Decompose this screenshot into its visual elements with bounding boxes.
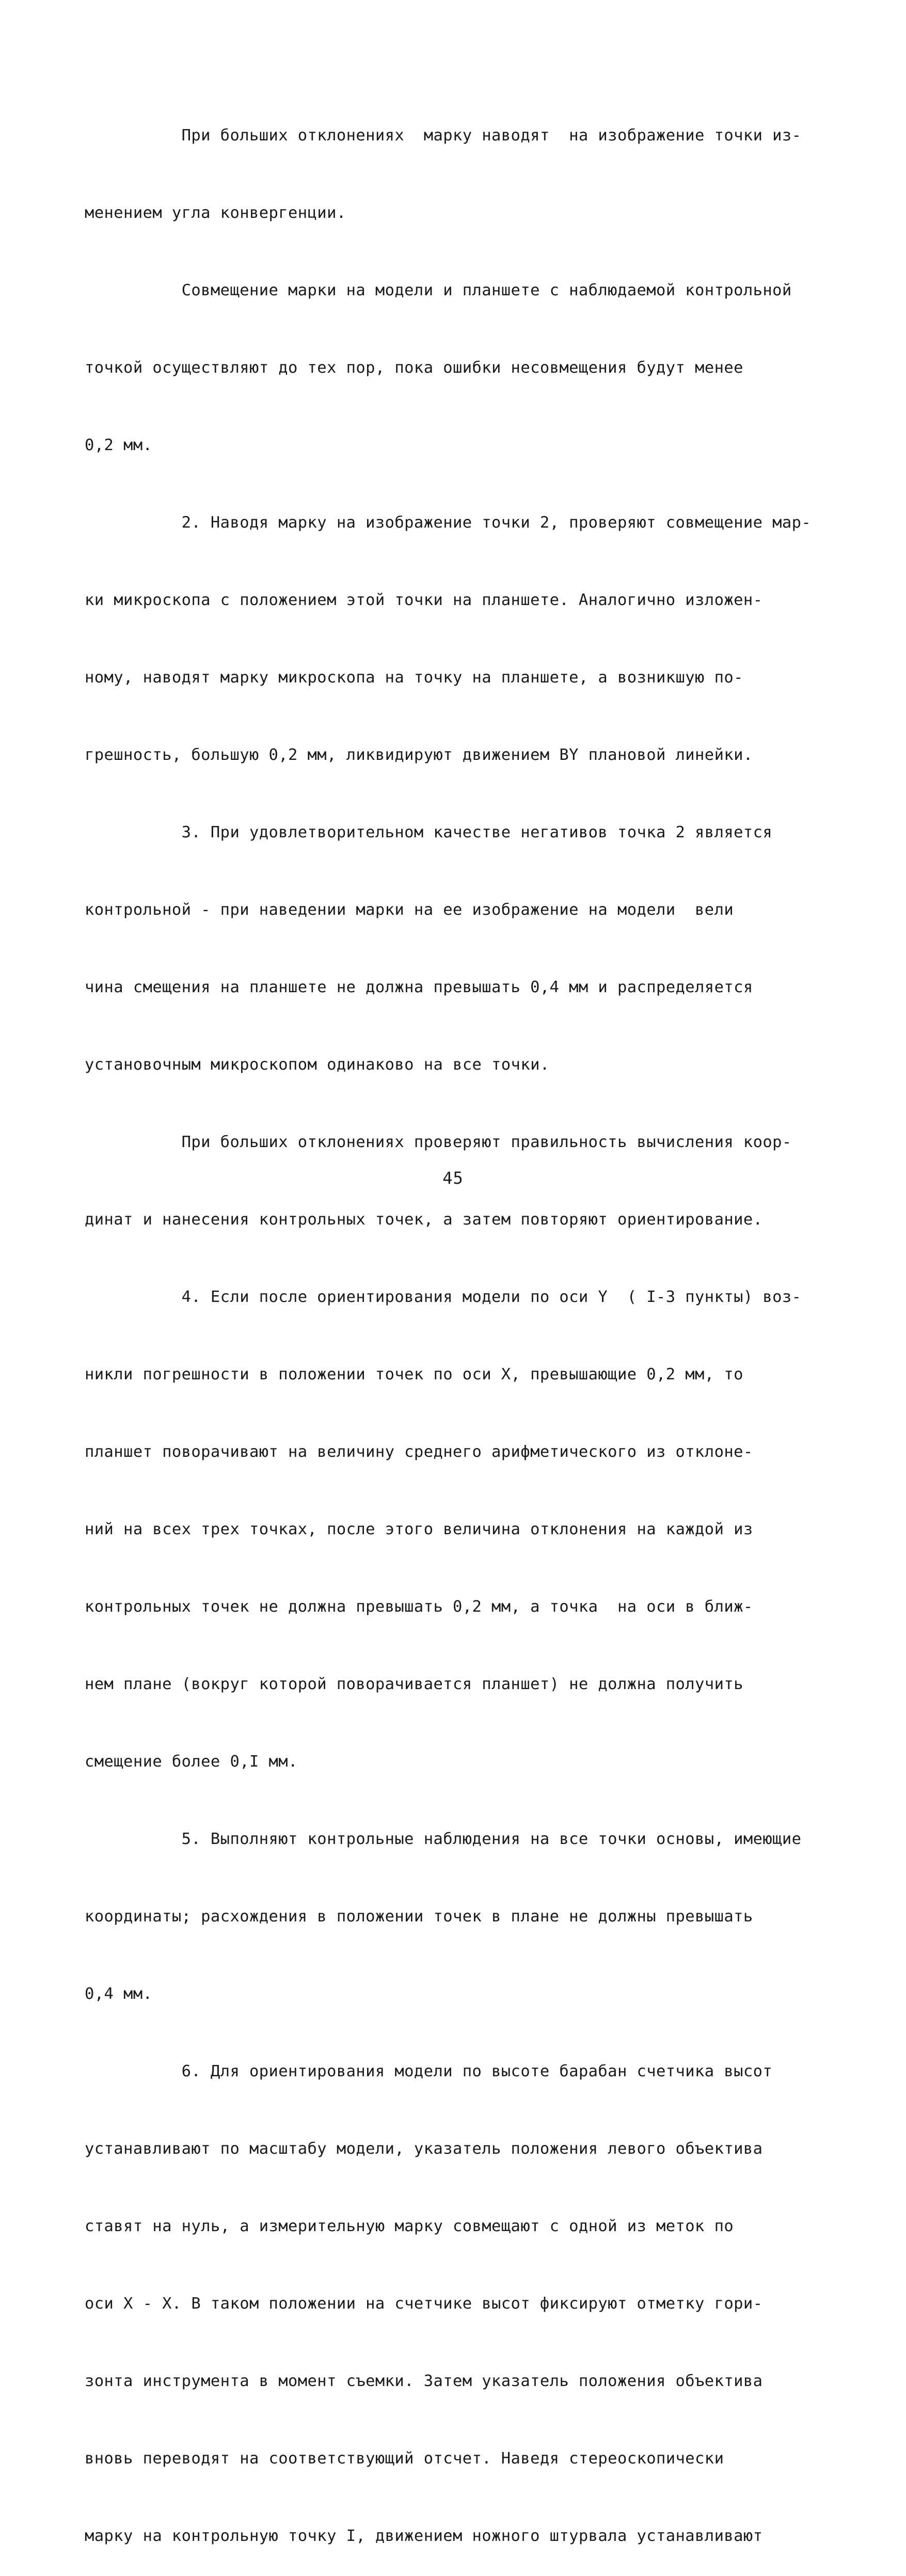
text-line: грешность, большую 0,2 мм, ликвидируют движением BY плановой линейки.: [85, 746, 753, 764]
text-line: устанавливают по масштабу модели, указатель положения левого объектива: [85, 2140, 763, 2158]
text-line: контрольной - при наведении марки на ее изображение на модели вели: [85, 901, 734, 919]
text-line: оси X - X. В таком положении на счетчике высот фиксируют отметку гори-: [85, 2295, 763, 2313]
text-line: При больших отклонениях проверяют правильность вычисления коор-: [85, 1133, 792, 1151]
text-line: вновь переводят на соответствующий отсчет. Наведя стереоскопически: [85, 2450, 724, 2468]
text-line: 0,2 мм.: [85, 436, 153, 454]
text-line: зонта инструмента в момент съемки. Затем указатель положения объектива: [85, 2372, 763, 2390]
text-line: координаты; расхождения в положении точек в плане не должны превышать: [85, 1907, 753, 1926]
text-line: никли погрешности в положении точек по оси X, превышающие 0,2 мм, то: [85, 1365, 743, 1384]
text-line: 2. Наводя марку на изображение точки 2, проверяют совмещение мар-: [85, 514, 812, 532]
text-line: динат и нанесения контрольных точек, а затем повторяют ориентирование.: [85, 1211, 763, 1229]
text-line: марку на контрольную точку I, движением ножного штурвала устанавливают: [85, 2527, 763, 2545]
text-line: ставят на нуль, а измерительную марку совмещают с одной из меток по: [85, 2217, 734, 2235]
text-line: 0,4 мм.: [85, 1985, 153, 2003]
text-line: смещение более 0,I мм.: [85, 1753, 298, 1771]
page-number: 45: [442, 1168, 464, 1188]
text-line: ному, наводят марку микроскопа на точку на планшете, а возникшую по-: [85, 669, 743, 687]
text-line: При больших отклонениях марку наводят на изображение точки из-: [85, 126, 802, 145]
body-text: [85, 71, 812, 2576]
text-line: нем плане (вокруг которой поворачивается планшет) не должна получить: [85, 1675, 743, 1693]
text-line: установочным микроскопом одинаково на все точки.: [85, 1056, 550, 1074]
text-line: ний на всех трех точках, после этого величина отклонения на каждой из: [85, 1520, 753, 1538]
text-line: контрольных точек не должна превышать 0,2 мм, а точка на оси в ближ-: [85, 1598, 753, 1616]
text-line: 6. Для ориентирования модели по высоте барабан счетчика высот: [85, 2062, 773, 2080]
text-line: менением угла конвергенции.: [85, 204, 346, 222]
text-line: планшет поворачивают на величину среднего арифметического из отклоне-: [85, 1443, 753, 1461]
text-line: точкой осуществляют до тех пор, пока ошибки несовмещения будут менее: [85, 359, 743, 377]
text-line: 3. При удовлетворительном качестве негативов точка 2 является: [85, 823, 773, 841]
text-line: Совмещение марки на модели и планшете с наблюдаемой контрольной: [85, 281, 792, 299]
text-line: чина смещения на планшете не должна превышать 0,4 мм и распределяется: [85, 978, 753, 996]
text-line: 4. Если после ориентирования модели по оси Y ( I-3 пункты) воз-: [85, 1288, 802, 1306]
text-line: 5. Выполняют контрольные наблюдения на все точки основы, имеющие: [85, 1830, 802, 1848]
text-line: ки микроскопа с положением этой точки на планшете. Аналогично изложен-: [85, 591, 763, 609]
